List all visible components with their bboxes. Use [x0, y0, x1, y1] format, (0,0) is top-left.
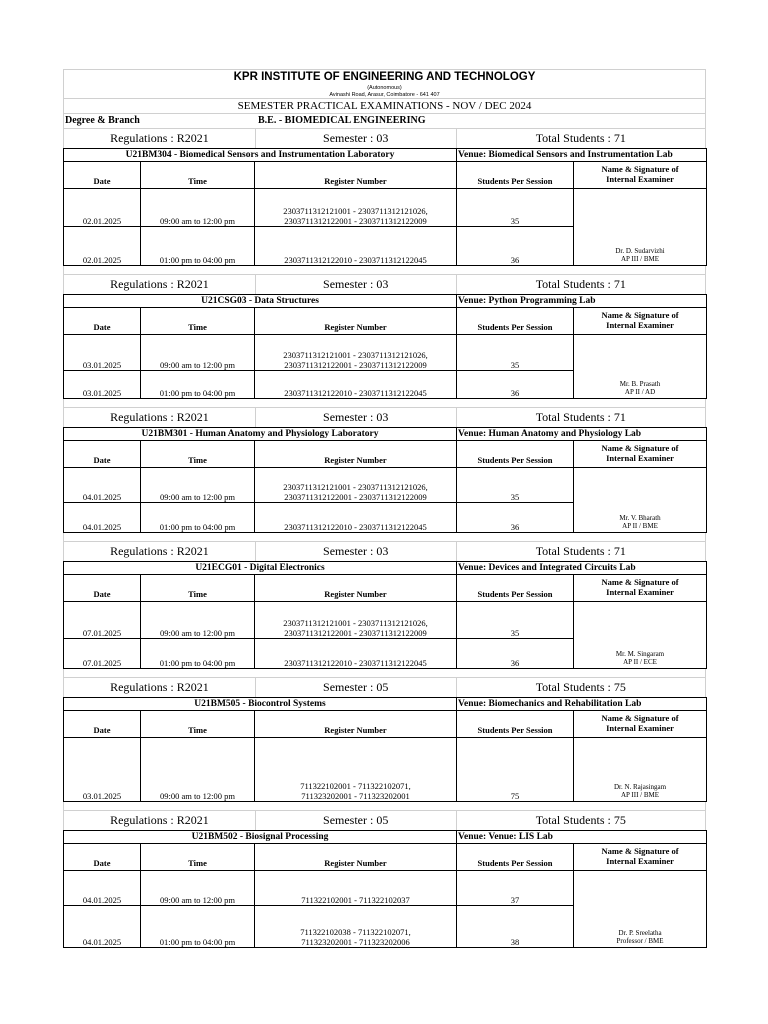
- schedule-block: [63, 407, 706, 541]
- register-range-b: 2303711312122001 - 2303711312122009: [284, 628, 427, 638]
- col-students: Students Per Session: [457, 575, 574, 602]
- student-count: 35: [457, 468, 574, 503]
- examiner-name: Dr. N. Rajasingam: [613, 783, 667, 791]
- register-range-b: 2303711312122010 - 2303711312122045: [284, 522, 427, 532]
- schedule-table: [63, 697, 707, 802]
- col-examiner-line2: Internal Examiner: [606, 856, 674, 866]
- session-time: 09:00 am to 12:00 pm: [141, 602, 255, 639]
- examiner-role: AP II / BME: [622, 522, 658, 530]
- register-range: [255, 871, 457, 906]
- session-date: 03.01.2025: [64, 371, 141, 399]
- register-range-b: 2303711312122010 - 2303711312122045: [284, 255, 427, 265]
- register-range-b: 2303711312122010 - 2303711312122045: [284, 658, 427, 668]
- course-title: U21CSG03 - Data Structures: [64, 295, 457, 308]
- student-count: 35: [457, 602, 574, 639]
- col-time: Time: [141, 441, 255, 468]
- col-examiner-line1: Name & Signature of: [601, 310, 679, 320]
- schedule-block: [63, 274, 706, 407]
- block-spacer: [63, 399, 706, 407]
- session-date: 07.01.2025: [64, 602, 141, 639]
- student-count: 36: [457, 639, 574, 669]
- total-students: Total Students : 71: [535, 131, 626, 145]
- schedule-block: [63, 541, 706, 677]
- schedule-block: [63, 810, 706, 948]
- block-spacer: [63, 669, 706, 677]
- col-date: Date: [64, 308, 141, 335]
- col-time: Time: [141, 711, 255, 738]
- table-row: [64, 738, 707, 802]
- exam-title: SEMESTER PRACTICAL EXAMINATIONS - NOV / DEC 2024: [64, 98, 705, 114]
- col-time: Time: [141, 162, 255, 189]
- session-date: 03.01.2025: [64, 738, 141, 802]
- course-title: U21BM505 - Biocontrol Systems: [64, 698, 457, 711]
- col-examiner-line2: Internal Examiner: [606, 453, 674, 463]
- col-students: Students Per Session: [457, 711, 574, 738]
- course-title: U21BM301 - Human Anatomy and Physiology Laboratory: [64, 428, 457, 441]
- col-register: Register Number: [255, 575, 457, 602]
- block-spacer: [63, 266, 706, 274]
- semester: Semester : 03: [256, 275, 457, 294]
- col-examiner-line1: Name & Signature of: [601, 713, 679, 723]
- session-date: 02.01.2025: [64, 189, 141, 227]
- examiner-name: Mr. M. Singaram: [615, 650, 665, 658]
- examiner-name: Dr. D. Sudarvizhi: [615, 247, 665, 255]
- examiner-role: AP II / ECE: [623, 658, 657, 666]
- semester: Semester : 05: [256, 811, 457, 830]
- session-time: 01:00 pm to 04:00 pm: [141, 906, 255, 948]
- col-register: Register Number: [255, 162, 457, 189]
- col-date: Date: [64, 711, 141, 738]
- register-range-b: 711322102001 - 711322102037: [301, 895, 410, 905]
- examiner-name: Dr. P. Sreelatha: [618, 929, 662, 937]
- col-examiner: [574, 441, 707, 468]
- schedule-table: [63, 830, 707, 948]
- student-count: 38: [457, 906, 574, 948]
- schedule-block: [63, 128, 706, 274]
- session-date: 04.01.2025: [64, 503, 141, 533]
- session-date: 03.01.2025: [64, 335, 141, 371]
- col-examiner-line1: Name & Signature of: [601, 164, 679, 174]
- session-time: 09:00 am to 12:00 pm: [141, 189, 255, 227]
- student-count: 35: [457, 189, 574, 227]
- total-students: Total Students : 75: [535, 813, 626, 827]
- session-date: 04.01.2025: [64, 468, 141, 503]
- autonomous-label: (Autonomous): [367, 85, 402, 91]
- col-examiner: [574, 308, 707, 335]
- block-spacer: [63, 802, 706, 810]
- total-students: Total Students : 71: [535, 544, 626, 558]
- student-count: 36: [457, 371, 574, 399]
- schedule-block: [63, 677, 706, 810]
- student-count: 75: [457, 738, 574, 802]
- examiner-cell: [574, 738, 707, 802]
- table-row: [64, 335, 707, 371]
- schedule-table: [63, 294, 707, 399]
- register-range-b: 2303711312122001 - 2303711312122009: [284, 492, 427, 502]
- col-examiner-line2: Internal Examiner: [606, 174, 674, 184]
- student-count: 35: [457, 335, 574, 371]
- venue: Venue: Python Programming Lab: [457, 295, 707, 308]
- col-students: Students Per Session: [457, 441, 574, 468]
- schedule-table: [63, 561, 707, 669]
- examiner-role: AP II / AD: [624, 388, 656, 396]
- register-range: [255, 906, 457, 948]
- regulation-row: [63, 274, 706, 294]
- col-date: Date: [64, 441, 141, 468]
- semester: Semester : 03: [256, 542, 457, 561]
- col-date: Date: [64, 162, 141, 189]
- semester: Semester : 03: [256, 129, 457, 148]
- examiner-cell: [574, 871, 707, 948]
- regulations: Regulations : R2021: [64, 678, 256, 697]
- exam-schedule-sheet: [63, 69, 706, 948]
- session-time: 01:00 pm to 04:00 pm: [141, 503, 255, 533]
- col-date: Date: [64, 575, 141, 602]
- register-range: [255, 227, 457, 266]
- session-time: 01:00 pm to 04:00 pm: [141, 639, 255, 669]
- venue: Venue: Devices and Integrated Circuits Lab: [457, 562, 707, 575]
- register-range: [255, 639, 457, 669]
- student-count: 37: [457, 871, 574, 906]
- register-range-b: 2303711312122010 - 2303711312122045: [284, 388, 427, 398]
- table-row: [64, 189, 707, 227]
- examiner-name: Mr. B. Prasath: [619, 380, 661, 388]
- regulation-row: [63, 407, 706, 427]
- table-row: [64, 602, 707, 639]
- schedule-table: [63, 427, 707, 533]
- register-range-b: 711323202001 - 711323202006: [301, 937, 410, 947]
- regulations: Regulations : R2021: [64, 811, 256, 830]
- register-range-b: 711323202001 - 711323202001: [301, 791, 410, 801]
- course-title: U21BM502 - Biosignal Processing: [64, 831, 457, 844]
- session-time: 09:00 am to 12:00 pm: [141, 335, 255, 371]
- examiner-cell: [574, 189, 707, 266]
- col-time: Time: [141, 575, 255, 602]
- register-range-a: 2303711312121001 - 2303711312121026,: [283, 206, 428, 216]
- institute-address: Avinashi Road, Arasur, Coimbatore - 641 407: [329, 91, 440, 98]
- col-register: Register Number: [255, 711, 457, 738]
- venue: Venue: Biomedical Sensors and Instrumentation Lab: [457, 149, 707, 162]
- schedule-table: [63, 148, 707, 266]
- col-examiner: [574, 844, 707, 871]
- col-time: Time: [141, 844, 255, 871]
- examiner-name: Mr. V. Bharath: [619, 514, 661, 522]
- examiner-role: AP III / BME: [620, 255, 660, 263]
- regulation-row: [63, 810, 706, 830]
- institute-name: KPR INSTITUTE OF ENGINEERING AND TECHNOLOGY: [233, 71, 536, 83]
- semester: Semester : 03: [256, 408, 457, 427]
- col-students: Students Per Session: [457, 162, 574, 189]
- col-examiner-line2: Internal Examiner: [606, 320, 674, 330]
- session-date: 04.01.2025: [64, 906, 141, 948]
- col-register: Register Number: [255, 308, 457, 335]
- col-date: Date: [64, 844, 141, 871]
- total-students: Total Students : 71: [535, 277, 626, 291]
- register-range: [255, 738, 457, 802]
- register-range: [255, 468, 457, 503]
- session-date: 02.01.2025: [64, 227, 141, 266]
- register-range-a: 2303711312121001 - 2303711312121026,: [283, 482, 428, 492]
- venue: Venue: Human Anatomy and Physiology Lab: [457, 428, 707, 441]
- register-range: [255, 335, 457, 371]
- register-range-b: 2303711312122001 - 2303711312122009: [284, 360, 427, 370]
- session-time: 01:00 pm to 04:00 pm: [141, 227, 255, 266]
- venue: Venue: Biomechanics and Rehabilitation Lab: [457, 698, 707, 711]
- degree-value: B.E. - BIOMEDICAL ENGINEERING: [258, 115, 426, 126]
- session-time: 09:00 am to 12:00 pm: [141, 871, 255, 906]
- col-register: Register Number: [255, 844, 457, 871]
- col-examiner: [574, 162, 707, 189]
- course-title: U21BM304 - Biomedical Sensors and Instrumentation Laboratory: [64, 149, 457, 162]
- examiner-cell: [574, 602, 707, 669]
- semester: Semester : 05: [256, 678, 457, 697]
- degree-label: Degree & Branch: [65, 115, 140, 126]
- register-range-a: 711322102001 - 711322102071,: [300, 781, 411, 791]
- session-date: 04.01.2025: [64, 871, 141, 906]
- total-students: Total Students : 71: [535, 410, 626, 424]
- degree-row: [64, 114, 705, 128]
- regulation-row: [63, 541, 706, 561]
- session-time: 09:00 am to 12:00 pm: [141, 468, 255, 503]
- register-range-a: 2303711312121001 - 2303711312121026,: [283, 618, 428, 628]
- register-range: [255, 602, 457, 639]
- col-register: Register Number: [255, 441, 457, 468]
- col-examiner-line1: Name & Signature of: [601, 846, 679, 856]
- examiner-role: AP III / BME: [620, 791, 660, 799]
- course-title: U21ECG01 - Digital Electronics: [64, 562, 457, 575]
- examiner-role: Professor / BME: [616, 937, 664, 945]
- regulations: Regulations : R2021: [64, 275, 256, 294]
- col-examiner-line2: Internal Examiner: [606, 587, 674, 597]
- col-time: Time: [141, 308, 255, 335]
- col-examiner-line1: Name & Signature of: [601, 577, 679, 587]
- block-spacer: [63, 533, 706, 541]
- table-row: [64, 468, 707, 503]
- regulations: Regulations : R2021: [64, 542, 256, 561]
- regulation-row: [63, 677, 706, 697]
- register-range: [255, 503, 457, 533]
- col-examiner: [574, 575, 707, 602]
- col-examiner-line1: Name & Signature of: [601, 443, 679, 453]
- table-row: [64, 871, 707, 906]
- student-count: 36: [457, 227, 574, 266]
- register-range-a: 711322102038 - 711322102071,: [300, 927, 411, 937]
- col-examiner: [574, 711, 707, 738]
- examiner-cell: [574, 335, 707, 399]
- col-examiner-line2: Internal Examiner: [606, 723, 674, 733]
- regulations: Regulations : R2021: [64, 129, 256, 148]
- venue: Venue: Venue: LIS Lab: [457, 831, 707, 844]
- student-count: 36: [457, 503, 574, 533]
- register-range-a: 2303711312121001 - 2303711312121026,: [283, 350, 428, 360]
- col-students: Students Per Session: [457, 844, 574, 871]
- session-time: 09:00 am to 12:00 pm: [141, 738, 255, 802]
- examiner-cell: [574, 468, 707, 533]
- total-students: Total Students : 75: [535, 680, 626, 694]
- session-date: 07.01.2025: [64, 639, 141, 669]
- register-range: [255, 189, 457, 227]
- session-time: 01:00 pm to 04:00 pm: [141, 371, 255, 399]
- col-students: Students Per Session: [457, 308, 574, 335]
- sheet-header: [63, 69, 706, 128]
- regulations: Regulations : R2021: [64, 408, 256, 427]
- register-range-b: 2303711312122001 - 2303711312122009: [284, 216, 427, 226]
- register-range: [255, 371, 457, 399]
- regulation-row: [63, 128, 706, 148]
